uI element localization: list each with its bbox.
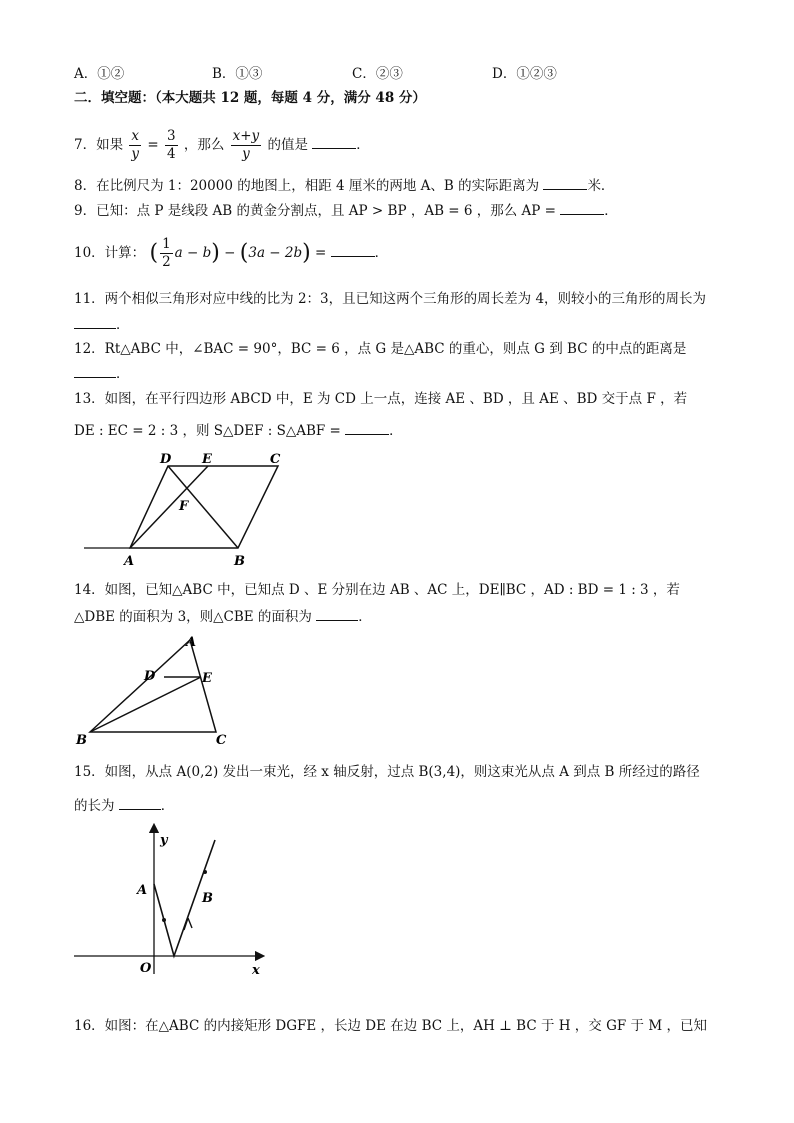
q7-lead: 7．如果 [74, 137, 124, 153]
question-12-line2 [74, 363, 130, 384]
triangle-abc [90, 640, 216, 732]
segment-be [90, 677, 201, 732]
q10-frac-half: $\frac{1}{2}$ [162, 236, 171, 270]
q7-mid: ，那么 [183, 137, 225, 153]
q14-answer-blank[interactable] [316, 606, 358, 621]
q13-ratio: DE : EC = 2 : 3 ，则 S△DEF : S△ABF = [74, 423, 341, 439]
question-13-line2 [74, 420, 403, 441]
question-11-line2 [74, 314, 130, 335]
q8-text: 8．在比例尺为 1：20000 的地图上，相距 4 厘米的两地 A、B 的实际距离为 [74, 178, 540, 194]
q13-answer-blank[interactable] [345, 420, 389, 435]
label-b: B [76, 733, 87, 748]
q12-end: ． [116, 366, 130, 382]
reflection-figure [70, 822, 270, 982]
parallelogram-abcd [130, 466, 278, 548]
q7-frac-xpy: $\frac{x+y}{y}$ [232, 128, 260, 162]
q14-area: △DBE 的面积为 3，则△CBE 的面积为 [74, 609, 312, 625]
section-title: 二．填空题： [74, 90, 155, 106]
q11-answer-blank[interactable] [74, 314, 116, 329]
q13-end: ． [389, 423, 403, 439]
q7-tail: 的值是 [267, 137, 308, 153]
segment-ae [130, 466, 208, 548]
question-14: 14．如图，已知△ABC 中，已知点 D 、E 分别在边 AB 、AC 上，DE∥BC ，AD : BD = 1 : 3 ，若 [74, 582, 680, 598]
q12-answer-blank[interactable] [74, 363, 116, 378]
label-c: C [216, 733, 227, 748]
question-9 [74, 200, 618, 221]
q10-lead: 10．计算： [74, 245, 146, 261]
parallelogram-figure [80, 452, 320, 572]
question-12: 12．Rt△ABC 中，∠BAC = 90°，BC = 6 ，点 G 是△ABC 的重心，则点 G 到 BC 的中点的距离是 [74, 341, 687, 357]
q15-answer-blank[interactable] [119, 795, 161, 810]
triangle-figure [70, 632, 250, 748]
label-e: E [202, 671, 212, 686]
label-a: A [186, 635, 197, 650]
q7-answer-blank[interactable] [312, 134, 356, 149]
question-8 [74, 175, 614, 196]
question-10: 10．计算： ( $\frac{1}{2}$ a − b) − (3a − 2b) = ． [74, 236, 389, 270]
q10-expr1: a − b [174, 245, 212, 261]
q10-expr2: 3a − 2b [248, 245, 303, 261]
label-f: F [179, 499, 189, 514]
q9-text: 9．已知：点 P 是线段 AB 的黄金分割点，且 AP > BP ，AB = 6 ，那么 AP = [74, 203, 556, 219]
label-d: D [144, 669, 156, 684]
path-dot-2 [203, 870, 207, 874]
label-b: B [202, 891, 213, 906]
question-13: 13．如图，在平行四边形 ABCD 中，E 为 CD 上一点，连接 AE 、BD ，且 AE 、BD 交于点 F ，若 [74, 391, 688, 407]
section-note: （本大题共 12 题，每题 4 分，满分 48 分） [155, 90, 426, 106]
q15-lead: 的长为 [74, 798, 115, 814]
label-y: y [160, 833, 168, 848]
label-x: x [252, 963, 260, 978]
q10-answer-blank[interactable] [331, 242, 375, 257]
q8-answer-blank[interactable] [543, 175, 587, 190]
option-a: A．①② [74, 66, 125, 82]
option-c: C．②③ [352, 66, 403, 82]
question-11: 11．两个相似三角形对应中线的比为 2：3，且已知这两个三角形的周长差为 4，则较小的三角形的周长为 [74, 291, 707, 307]
q10-end: ． [374, 245, 389, 261]
q11-end: ． [116, 317, 130, 333]
option-d: D．①②③ [492, 66, 557, 82]
label-d: D [160, 452, 172, 467]
q7-eq: = [147, 137, 159, 153]
label-c: C [270, 452, 281, 467]
question-15-line2 [74, 795, 174, 816]
label-a: A [124, 554, 135, 569]
q14-end: ． [358, 609, 372, 625]
q8-end: 米． [587, 178, 615, 194]
question-15: 15．如图，从点 A(0,2) 发出一束光，经 x 轴反射，过点 B(3,4)，则这束光从点 A 到点 B 所经过的路径 [74, 764, 700, 780]
question-7 [74, 128, 370, 163]
q10-eq: = [315, 245, 327, 261]
question-16: 16．如图：在△ABC 的内接矩形 DGFE ，长边 DE 在边 BC 上，AH ⊥ BC 于 H ，交 GF 于 M ，已知 [74, 1018, 707, 1034]
q9-answer-blank[interactable] [560, 200, 604, 215]
label-o: O [140, 961, 152, 976]
section-heading [74, 88, 426, 108]
label-e: E [202, 452, 212, 467]
option-b: B．①③ [212, 66, 263, 82]
path-dot-1 [162, 918, 166, 922]
label-b: B [234, 554, 245, 569]
label-a: A [137, 883, 148, 898]
q7-frac-xy: $\frac{x}{y}$ [131, 128, 140, 162]
question-14-line2 [74, 606, 372, 627]
q7-frac-34: $\frac{3}{4}$ [166, 128, 176, 162]
q7-end: ． [356, 137, 370, 153]
q9-end: ． [604, 203, 618, 219]
q15-end: ． [160, 798, 175, 814]
